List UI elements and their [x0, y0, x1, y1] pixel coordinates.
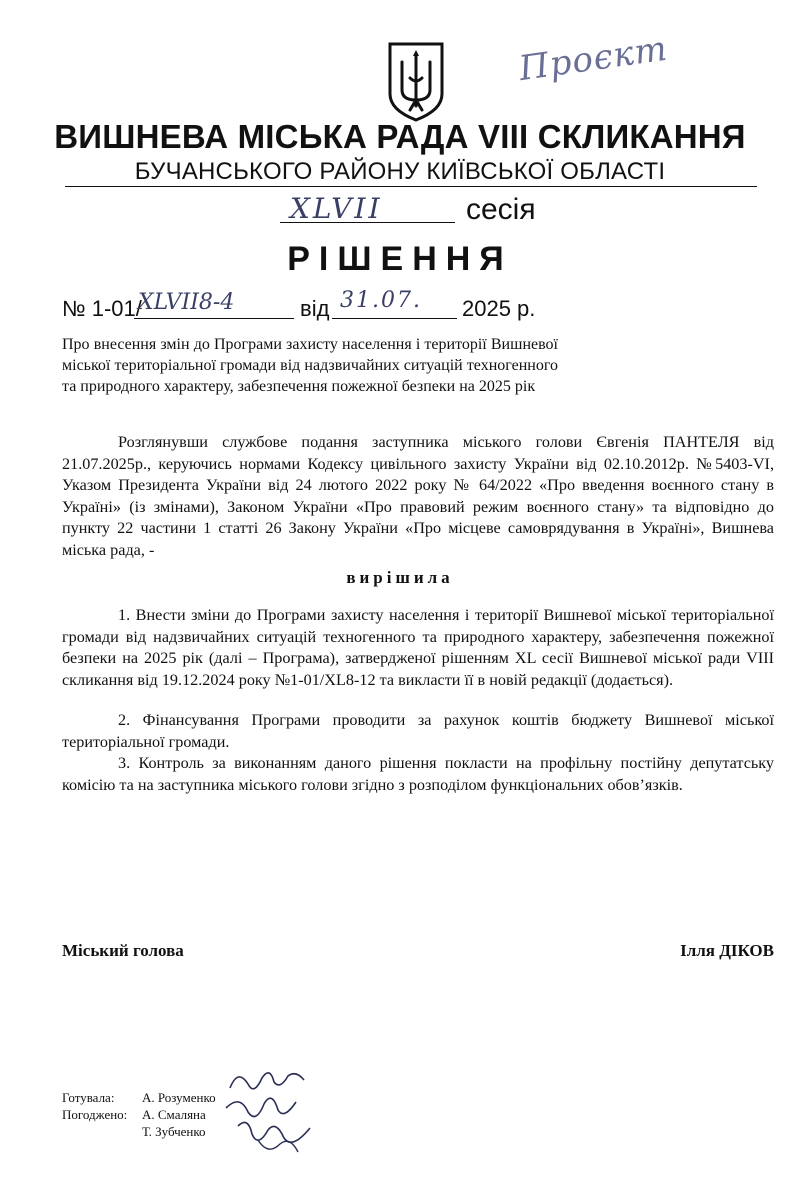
decision-number: XLVII8-4 [138, 290, 235, 315]
council-subtitle: БУЧАНСЬКОГО РАЙОНУ КИЇВСЬКОЇ ОБЛАСТІ [134, 158, 666, 185]
session-label: сесія [466, 193, 536, 226]
preamble-paragraph: Розглянувши службове подання заступника міського голови Євгенія ПАНТЕЛЯ від 21.07.2025р., керуючись нормами Кодексу цивільного захисту України від 02.10.2012р. №5403-VI, Указом Президента України від 24 лютого 2022 року № 64/2022 «Про введення воєнного стану в Україні» (із змінами), Законом України «Про правовий режим воєнного стану» та відповідно до пункту 22 частини 1 статті 26 Закону України «Про місцеве самоврядування в Україні», Вишнева міська рада, - [62, 433, 774, 559]
signatory-name: Ілля ДІКОВ [680, 941, 774, 960]
signatory-title: Міський голова [62, 941, 184, 960]
decision-date-underline [332, 318, 457, 319]
coat-of-arms-icon [384, 40, 448, 124]
prepared-name-3: Т. Зубченко [142, 1124, 206, 1139]
agreed-label: Погоджено: [62, 1107, 128, 1122]
prepared-by-label: Готувала: [62, 1090, 115, 1105]
header-divider [65, 186, 757, 187]
document-type-heading: РІШЕННЯ [287, 240, 513, 278]
decision-item-2: 2. Фінансування Програми проводити за рахунок коштів бюджету Вишневої міської територіальної громади. [62, 711, 774, 751]
decided-heading: вирішила [346, 568, 454, 587]
decision-number-underline [134, 318, 294, 319]
session-underline [280, 222, 455, 223]
prepared-name-2: А. Смаляна [142, 1107, 206, 1122]
prepared-name-1: А. Розуменко [142, 1090, 216, 1105]
decision-item-1: 1. Внести зміни до Програми захисту населення і території Вишневої міської територіальної громади від надзвичайних ситуацій техногенного та природного характеру, забезпечення пожежної безпеки на 2025 рік (далі – Програма), затвердженої рішенням XL сесії Вишневої міської ради VIII скликання від 19.12.2024 року №1-01/XL8-12 та викласти її в новій редакції (додається). [62, 606, 774, 689]
handwritten-signatures [218, 1060, 328, 1170]
decision-subject: Про внесення змін до Програми захисту населення і території Вишневої міської територіальної громади від надзвичайних ситуацій техногенного та природного характеру, забезпечення пожежної безпеки на 2025 рік [62, 336, 558, 395]
decision-date: 31.07. [340, 288, 422, 313]
decision-item-3: 3. Контроль за виконанням даного рішення покласти на профільну постійну депутатську комісію та на заступника міського голови згідно з розподілом функціональних обов’язків. [62, 754, 774, 794]
decision-number-prefix: № 1-01/ [62, 296, 142, 321]
council-title: ВИШНЕВА МІСЬКА РАДА VIII СКЛИКАННЯ [54, 118, 746, 155]
decision-year: 2025 р. [462, 296, 536, 321]
date-from-label: від [300, 296, 330, 321]
session-number: XLVII [290, 192, 383, 225]
draft-handwritten-mark: Проєкт [516, 28, 671, 90]
